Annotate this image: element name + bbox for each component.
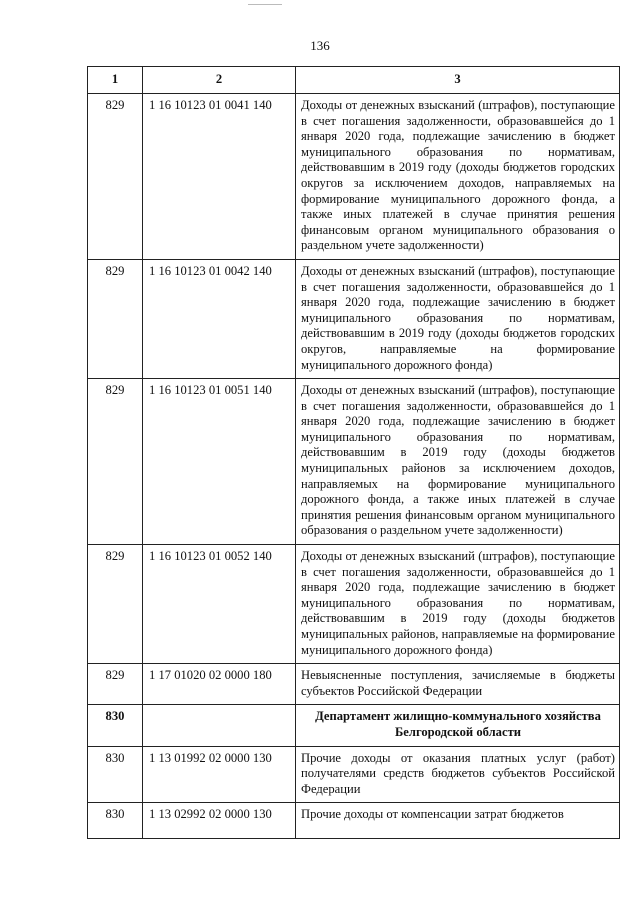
description-cell: Доходы от денежных взысканий (штрафов), поступающие в счет погашения задолженности, образовавшейся до 1 января 2020 года, подлежащие зачислению в бюджет муниципального образования по нормативам, действовавшим в 2019 году (доходы бюджетов муниципальных районов, направляемые на формирование муниципального дорожного фонда) [296,545,620,664]
description-cell: Доходы от денежных взысканий (штрафов), поступающие в счет погашения задолженности, образовавшейся до 1 января 2020 года, подлежащие зачислению в бюджет муниципального образования по нормативам, действовавшим в 2019 году (доходы бюджетов муниципальных районов за исключением доходов, направляемых на формирование муниципального дорожного фонда, а также иных платежей в случае принятия решения финансовым органом муниципального образования о раздельном учете задолженности) [296,379,620,545]
kbk-code-cell: 1 16 10123 01 0052 140 [143,545,296,664]
kbk-code-cell: 1 13 02992 02 0000 130 [143,803,296,839]
description-cell: Доходы от денежных взысканий (штрафов), поступающие в счет погашения задолженности, образовавшейся до 1 января 2020 года, подлежащие зачислению в бюджет муниципального образования по нормативам, действовавшим в 2019 году (доходы бюджетов городских округов, направляемые на формирование муниципального дорожного фонда) [296,259,620,378]
budget-revenue-table [87,66,620,839]
table-header-row [88,67,620,94]
table-row [88,379,620,545]
table-row [88,259,620,378]
header-col-3: 3 [296,67,620,94]
description-cell: Доходы от денежных взысканий (штрафов), поступающие в счет погашения задолженности, образовавшейся до 1 января 2020 года, подлежащие зачислению в бюджет муниципального образования по нормативам, действовавшим в 2019 году (доходы бюджетов городских округов за исключением доходов, направляемых на формирование муниципального дорожного фонда, а также иных платежей в случае принятия решения финансовым органом муниципального образования о раздельном учете задолженности) [296,94,620,260]
page-number: 136 [310,38,330,53]
admin-code-cell: 830 [88,803,143,839]
kbk-code-cell: 1 16 10123 01 0041 140 [143,94,296,260]
admin-code-cell: 829 [88,94,143,260]
header-col-2: 2 [143,67,296,94]
kbk-code-cell: 1 16 10123 01 0051 140 [143,379,296,545]
kbk-code-cell: 1 13 01992 02 0000 130 [143,746,296,803]
admin-code-cell: 830 [88,705,143,746]
kbk-code-cell [143,705,296,746]
description-cell: Невыясненные поступления, зачисляемые в бюджеты субъектов Российской Федерации [296,664,620,705]
table-row [88,664,620,705]
header-col-1: 1 [88,67,143,94]
table-row [88,803,620,839]
description-cell: Прочие доходы от оказания платных услуг (работ) получателями средств бюджетов субъектов Российской Федерации [296,746,620,803]
admin-code-cell: 829 [88,379,143,545]
scan-artifact-line [248,4,282,5]
admin-code-cell: 829 [88,664,143,705]
admin-code-cell: 829 [88,545,143,664]
kbk-code-cell: 1 17 01020 02 0000 180 [143,664,296,705]
department-row [88,705,620,746]
table-row [88,545,620,664]
table-row [88,746,620,803]
department-title-cell: Департамент жилищно-коммунального хозяйства Белгородской области [296,705,620,746]
admin-code-cell: 830 [88,746,143,803]
admin-code-cell: 829 [88,259,143,378]
description-cell: Прочие доходы от компенсации затрат бюджетов [296,803,620,839]
kbk-code-cell: 1 16 10123 01 0042 140 [143,259,296,378]
table-row [88,94,620,260]
